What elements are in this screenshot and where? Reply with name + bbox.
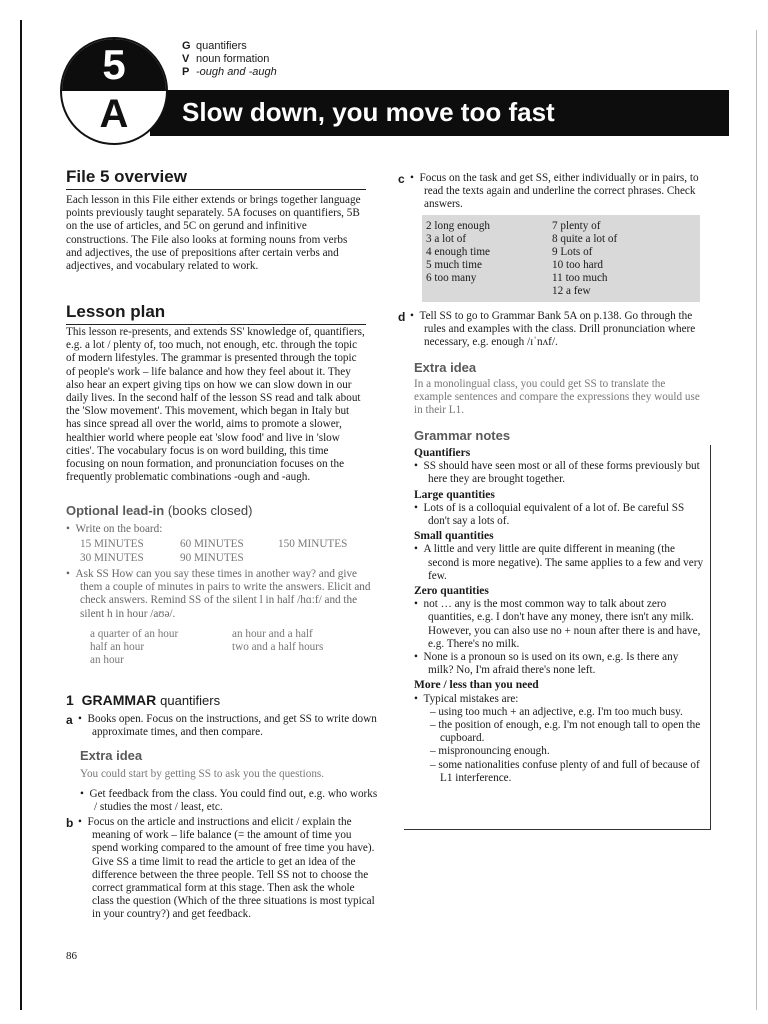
answer-left-1: 2 long enough: [426, 220, 491, 232]
notes-head-more-less: More / less than you need: [414, 679, 539, 692]
answer-right-4: 10 too hard: [552, 259, 603, 271]
time-1: 15 MINUTES: [80, 538, 144, 550]
lesson-plan-heading: Lesson plan: [66, 302, 366, 325]
grammar-a-text: • Books open. Focus on the instructions, and get SS to write down approximate times, and then compare.: [78, 713, 377, 739]
answer-4: two and a half hours: [232, 641, 324, 653]
overview-text: Each lesson in this File either extends or brings together language points previously taught separately. 5A focuses on quantifiers, 5B on the use of articles, and 5C on gerund and infinitive constructions. The File also looks at forming nouns from verbs and adjectives, the use of prepositions after certain verbs and adjectives, and vocabulary related to work.: [66, 194, 361, 273]
lead-in-bullet-2: • Ask SS How can you say these times in another way? and give them a couple of minutes in pairs to write the answers. Elicit and check answers. Remind SS of the silent l in half /hɑːf/ and the silent h in hour /aʊə/.: [66, 568, 371, 620]
lead-in-bullet-1: • Write on the board:: [66, 523, 163, 535]
answer-left-4: 5 much time: [426, 259, 482, 271]
answer-right-3: 9 Lots of: [552, 246, 593, 258]
answer-2: an hour and a half: [232, 628, 313, 640]
notes-item-mistakes: • Typical mistakes are:: [414, 692, 519, 705]
section-d-label: d: [398, 310, 406, 324]
notes-item-zero-1: • not … any is the most common way to talk about zero quantities, e.g. I don't have any money, there isn't any milk.: [414, 598, 694, 624]
time-2: 60 MINUTES: [180, 538, 244, 550]
section-d-text: • Tell SS to go to Grammar Bank 5A on p.138. Go through the rules and examples with the class. Drill pronunciation where necessary, e.g. enough /ɪˈnʌf/.: [410, 310, 696, 349]
meta-pronunciation: P -ough and -augh: [182, 66, 277, 78]
answer-right-2: 8 quite a lot of: [552, 233, 618, 245]
section-c-text: • Focus on the task and get SS, either individually or in pairs, to read the texts again and underline the correct phrases. Check answers.: [410, 172, 699, 211]
grammar-a-label: a: [66, 713, 73, 727]
grammar-heading: 1 GRAMMAR quantifiers: [66, 692, 221, 708]
overview-heading: File 5 overview: [66, 167, 366, 190]
unit-number: 5: [102, 41, 126, 88]
lesson-plan-text: This lesson re-presents, and extends SS' knowledge of, quantifiers, e.g. a lot / plenty of, too much, not enough, etc. through the topic of modern lifestyles. The grammar is presented through the topic of people's work – life balance and how they feel about it. They also hear an expert giving tips on how we can slow down in our daily lives. In the second half of the lesson SS read and talk about the 'Slow movement'. This movement, which began in Italy but has since spread all over the world, aims to promote a slower, healthier world where people eat 'slow food' and live in 'slow cities'. The vocabulary focus is on word building, this time focusing on noun formation, and pronunciation focuses on the frequently problematic combinations -ough and -augh.: [66, 326, 365, 484]
notes-head-zero: Zero quantities: [414, 585, 489, 598]
answers-right-column: [552, 220, 617, 298]
extra-idea-text-right: In a monolingual class, you could get SS to translate the example sentences and compare the expressions they would use in their L1.: [414, 378, 700, 417]
answer-right-1: 7 plenty of: [552, 220, 601, 232]
meta-vocabulary: V noun formation: [182, 53, 270, 65]
time-4: 30 MINUTES: [80, 552, 144, 564]
answer-1: a quarter of an hour: [90, 628, 179, 640]
page-number: 86: [66, 950, 77, 962]
grammar-notes-content: [414, 447, 704, 785]
answer-3: half an hour: [90, 641, 145, 653]
page-title: Slow down, you move too fast: [182, 97, 555, 127]
grammar-b-text: • Focus on the article and instructions and elicit / explain the meaning of work – life balance (= the amount of time you spend working compared to the amount of free time you have). Give SS a time limit to read the article to get an idea of the difference between the three people. Tell SS not to choose the correct grammatical form at this stage. Then ask the whole class the question (Which of the three situations is most typical in your country?) and get feedback.: [78, 816, 375, 921]
mistake-4: – some nationalities confuse plenty of and full of because of L1 interference.: [430, 758, 700, 784]
time-5: 90 MINUTES: [180, 552, 244, 564]
extra-idea-text-left: You could start by getting SS to ask you the questions.: [80, 768, 325, 780]
mistake-2: – the position of enough, e.g. I'm not enough tall to open the cupboard.: [430, 719, 701, 745]
unit-letter: A: [99, 92, 129, 136]
mistake-3: – mispronouncing enough.: [430, 745, 550, 758]
extra-idea-heading-left: Extra idea: [80, 748, 143, 763]
answer-left-3: 4 enough time: [426, 246, 491, 258]
answer-right-6: 12 a few: [552, 285, 591, 297]
lead-in-heading: Optional lead-in (books closed): [66, 503, 253, 518]
left-margin-rule: [20, 20, 22, 1010]
notes-head-large: Large quantities: [414, 488, 495, 501]
section-c-label: c: [398, 172, 405, 186]
answer-right-5: 11 too much: [552, 272, 608, 284]
grammar-notes-heading: Grammar notes: [414, 428, 511, 443]
notes-item-zero-2: • None is a pronoun so is used on its own, e.g. Is there any milk? No, I'm afraid there's none left.: [414, 651, 679, 677]
notes-head-quantifiers: Quantifiers: [414, 447, 471, 459]
feedback-bullet: • Get feedback from the class. You could find out, e.g. who works / studies the most / least, etc.: [80, 788, 378, 814]
notes-head-small: Small quantities: [414, 530, 494, 543]
mistake-1: – using too much + an adjective, e.g. I'm too much busy.: [430, 705, 683, 718]
extra-idea-heading-right: Extra idea: [414, 360, 477, 375]
answers-left-column: [426, 220, 490, 285]
notes-item-small: • A little and very little are quite different in meaning (the second is more negative). The same applies to a few and very few.: [414, 543, 704, 582]
grammar-b-label: b: [66, 816, 74, 830]
meta-grammar: G quantifiers: [182, 40, 247, 52]
notes-zero-extra: However, you can also use no + noun after there is and have, e.g. There's no milk.: [428, 624, 701, 650]
notes-item-quantifiers: • SS should have seen most or all of these forms previously but here they are brought together.: [414, 460, 700, 486]
unit-badge: [60, 37, 168, 145]
answer-5: an hour: [90, 654, 124, 666]
notes-item-large: • Lots of is a colloquial equivalent of a lot of. Be careful SS don't say a lots of.: [414, 501, 685, 528]
answer-left-2: 3 a lot of: [426, 233, 467, 245]
right-margin-rule: [756, 30, 757, 1010]
answer-left-5: 6 too many: [426, 272, 477, 284]
time-3: 150 MINUTES: [278, 538, 348, 550]
